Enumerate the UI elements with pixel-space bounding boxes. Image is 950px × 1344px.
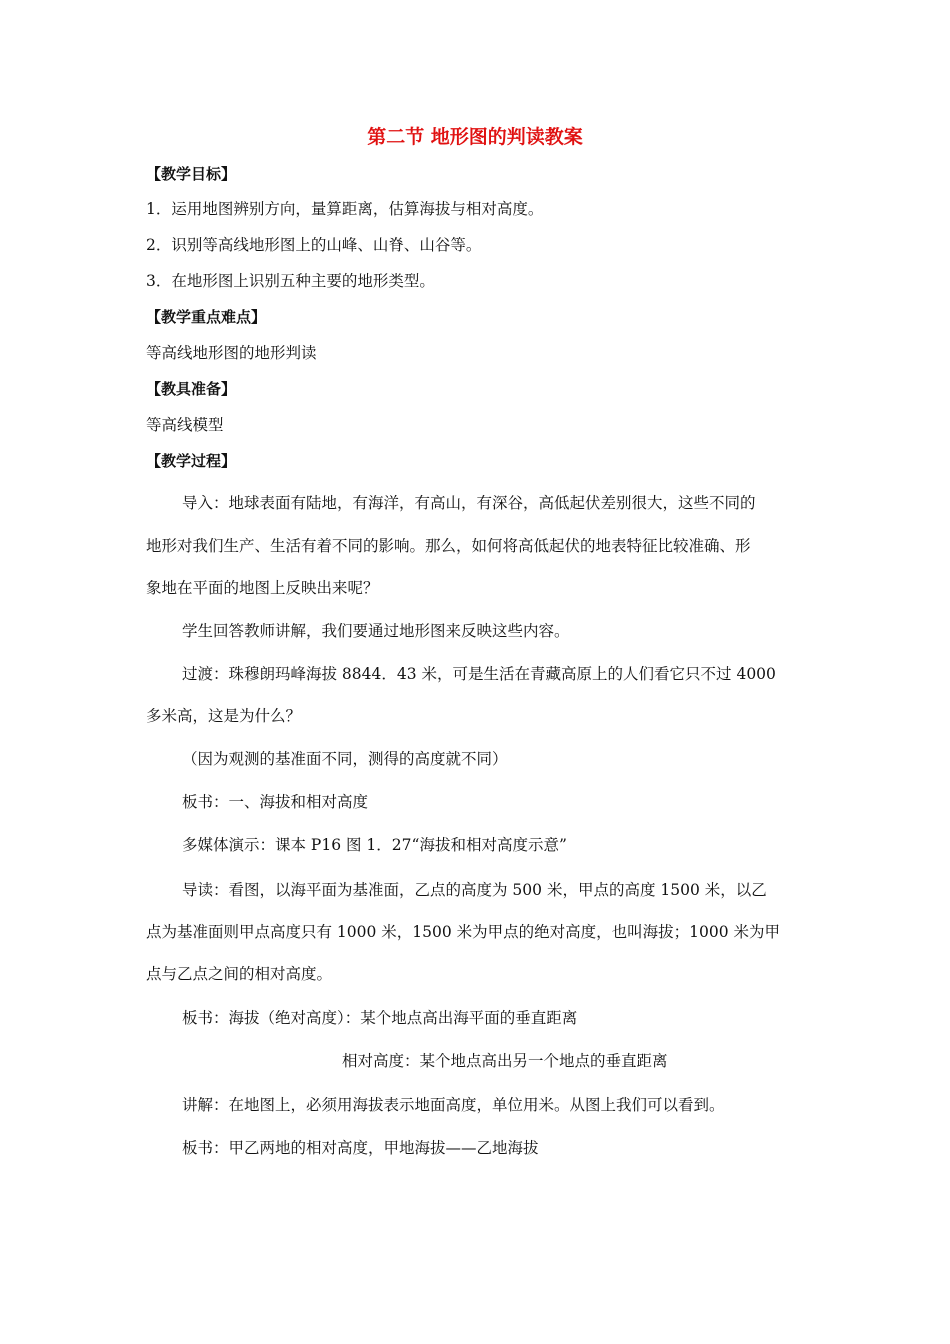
objective-item-2: 2．识别等高线地形图上的山峰、山脊、山谷等。 (146, 236, 482, 254)
materials-text: 等高线模型 (146, 416, 224, 434)
objective-item-1: 1．运用地图辨别方向，量算距离，估算海拔与相对高度。 (146, 200, 544, 218)
intro-paragraph-line-2: 地形对我们生产、生活有着不同的影响。那么，如何将高低起伏的地表特征比较准确、形 (146, 537, 751, 555)
board-line-3: 相对高度：某个地点高出另一个地点的垂直距离 (342, 1052, 668, 1070)
reading-line-1: 导读：看图，以海平面为基准面，乙点的高度为 500 米，甲点的高度 1500 米，以乙 (182, 881, 767, 899)
objective-item-3: 3．在地形图上识别五种主要的地形类型。 (146, 272, 435, 290)
explain-line: 讲解：在地图上，必须用海拔表示地面高度，单位用米。从图上我们可以看到。 (182, 1096, 725, 1114)
intro-paragraph-line-1: 导入：地球表面有陆地，有海洋，有高山，有深谷，高低起伏差别很大，这些不同的 (182, 494, 756, 512)
transition-line-1: 过渡：珠穆朗玛峰海拔 8844．43 米，可是生活在青藏高原上的人们看它只不过 4000 (182, 665, 776, 683)
objectives-heading: 【教学目标】 (146, 165, 237, 183)
process-heading: 【教学过程】 (146, 452, 237, 470)
board-line-1: 板书：一、海拔和相对高度 (182, 793, 369, 811)
reason-line: （因为观测的基准面不同，测得的高度就不同） (182, 750, 508, 768)
multimedia-line: 多媒体演示：课本 P16 图 1．27“海拔和相对高度示意” (182, 836, 567, 854)
student-answer-line: 学生回答教师讲解，我们要通过地形图来反映这些内容。 (182, 622, 570, 640)
transition-line-2: 多米高，这是为什么？ (146, 707, 302, 725)
board-line-4: 板书：甲乙两地的相对高度，甲地海拔——乙地海拔 (182, 1139, 539, 1157)
keypoints-text: 等高线地形图的地形判读 (146, 344, 317, 362)
reading-line-2: 点为基准面则甲点高度只有 1000 米，1500 米为甲点的绝对高度，也叫海拔；1000 米为甲 (146, 923, 781, 941)
document-title: 第二节 地形图的判读教案 (367, 126, 583, 148)
keypoints-heading: 【教学重点难点】 (146, 308, 267, 326)
materials-heading: 【教具准备】 (146, 380, 237, 398)
intro-paragraph-line-3: 象地在平面的地图上反映出来呢？ (146, 579, 379, 597)
reading-line-3: 点与乙点之间的相对高度。 (146, 965, 333, 983)
board-line-2: 板书：海拔（绝对高度）：某个地点高出海平面的垂直距离 (182, 1009, 578, 1027)
